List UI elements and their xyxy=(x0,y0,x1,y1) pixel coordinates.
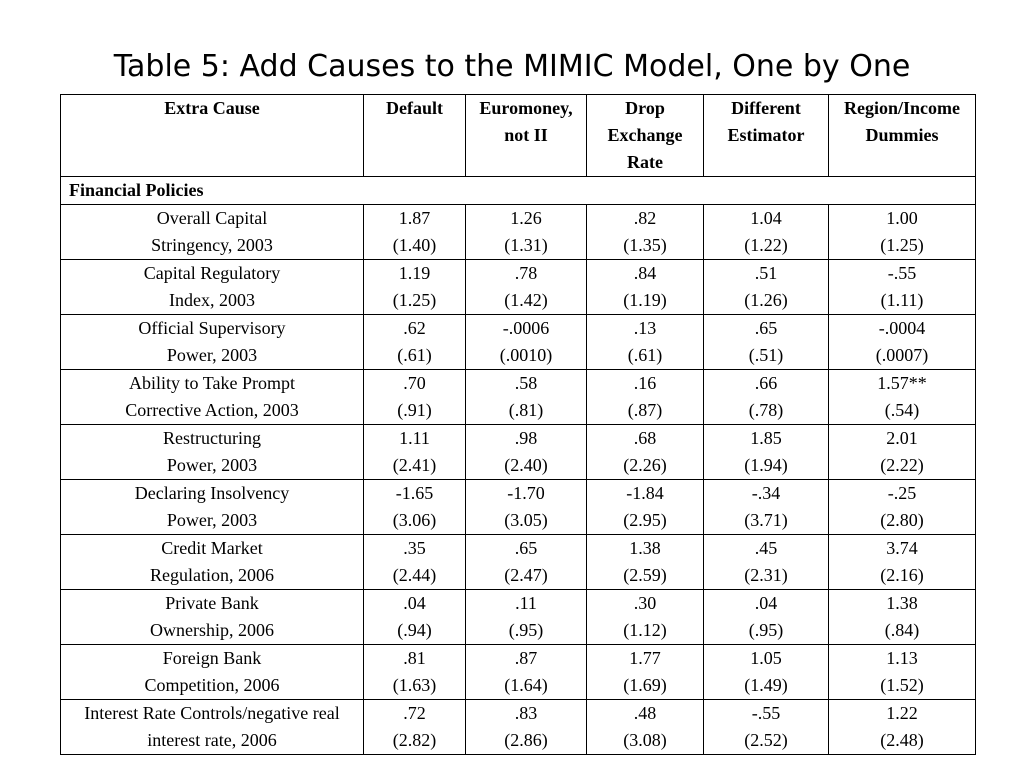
standard-error: (1.25) xyxy=(880,235,924,255)
coefficient: .45 xyxy=(754,538,778,558)
table-cell xyxy=(364,370,466,425)
coefficient: -1.84 xyxy=(626,483,664,503)
standard-error: (.0007) xyxy=(875,345,929,365)
header-drop-exchange-rate: Drop Exchange Rate xyxy=(587,95,704,177)
standard-error: (1.64) xyxy=(504,675,548,695)
table-cell xyxy=(466,590,587,645)
coefficient: -.55 xyxy=(887,263,917,283)
table-cell xyxy=(466,260,587,315)
table-cell xyxy=(364,315,466,370)
standard-error: (.51) xyxy=(748,345,784,365)
standard-error: (.94) xyxy=(397,620,432,640)
standard-error: (1.52) xyxy=(880,675,924,695)
table-cell xyxy=(364,645,466,700)
coefficient: -.34 xyxy=(751,483,781,503)
table-cell xyxy=(587,315,704,370)
table-row xyxy=(61,645,976,700)
coefficient: .16 xyxy=(633,373,657,393)
row-label xyxy=(61,645,364,700)
coefficient: .48 xyxy=(633,703,657,723)
coefficient: .66 xyxy=(754,373,778,393)
standard-error: (2.59) xyxy=(623,565,667,585)
table-cell xyxy=(704,260,829,315)
row-label-line: Ability to Take Prompt xyxy=(129,373,295,393)
coefficient: 1.13 xyxy=(886,648,918,668)
table-cell xyxy=(829,425,976,480)
standard-error: (2.26) xyxy=(623,455,667,475)
row-label-line: Power, 2003 xyxy=(166,345,258,365)
standard-error: (1.42) xyxy=(504,290,548,310)
row-label xyxy=(61,590,364,645)
standard-error: (2.48) xyxy=(880,730,924,750)
row-label xyxy=(61,535,364,590)
coefficient: .62 xyxy=(403,318,426,338)
row-label-line: Ownership, 2006 xyxy=(150,620,274,640)
table-cell xyxy=(829,480,976,535)
standard-error: (2.82) xyxy=(392,730,437,750)
standard-error: (1.26) xyxy=(744,290,788,310)
table-cell xyxy=(466,700,587,755)
table-row xyxy=(61,370,976,425)
coefficient: .68 xyxy=(633,428,657,448)
table-cell xyxy=(587,480,704,535)
row-label-line: Interest Rate Controls/negative real xyxy=(84,703,340,723)
row-label-line: Index, 2003 xyxy=(169,290,255,310)
standard-error: (.78) xyxy=(748,400,784,420)
table-cell xyxy=(364,260,466,315)
row-label-line: Overall Capital xyxy=(156,208,268,228)
standard-error: (2.16) xyxy=(880,565,924,585)
header-euromoney: Euromoney, not II xyxy=(466,95,587,177)
coefficient: 1.57** xyxy=(877,373,927,393)
coefficient: 1.11 xyxy=(399,428,430,448)
coefficient: .58 xyxy=(514,373,538,393)
table-cell xyxy=(466,205,587,260)
table-cell xyxy=(587,370,704,425)
coefficient: .81 xyxy=(403,648,426,668)
standard-error: (1.11) xyxy=(880,290,924,310)
standard-error: (1.49) xyxy=(744,675,788,695)
coefficient: .83 xyxy=(514,703,538,723)
table-cell xyxy=(829,590,976,645)
row-label xyxy=(61,425,364,480)
table-cell xyxy=(704,480,829,535)
coefficient: .87 xyxy=(514,648,538,668)
coefficient: -.25 xyxy=(887,483,917,503)
coefficient: .13 xyxy=(633,318,657,338)
header-default: Default xyxy=(364,95,466,177)
coefficient: .30 xyxy=(633,593,657,613)
row-label-line: Power, 2003 xyxy=(166,455,258,475)
coefficient: .11 xyxy=(515,593,537,613)
table-cell xyxy=(466,425,587,480)
row-label-line: Foreign Bank xyxy=(162,648,262,668)
table-cell xyxy=(466,535,587,590)
coefficient: 1.04 xyxy=(750,208,782,228)
standard-error: (.87) xyxy=(627,400,663,420)
table-cell xyxy=(587,645,704,700)
table-cell xyxy=(829,645,976,700)
header-row xyxy=(61,95,976,177)
table-cell xyxy=(587,425,704,480)
coefficient: 1.85 xyxy=(750,428,782,448)
standard-error: (2.52) xyxy=(744,730,788,750)
row-label-line: Credit Market xyxy=(161,538,263,558)
coefficient: .35 xyxy=(403,538,426,558)
coefficient: -.55 xyxy=(751,703,781,723)
table-row xyxy=(61,590,976,645)
row-label xyxy=(61,370,364,425)
standard-error: (.84) xyxy=(884,620,920,640)
slide-title: Table 5: Add Causes to the MIMIC Model, One by One xyxy=(113,49,911,84)
standard-error: (.95) xyxy=(748,620,784,640)
standard-error: (1.40) xyxy=(392,235,437,255)
coefficient: 1.05 xyxy=(750,648,782,668)
table-cell xyxy=(587,590,704,645)
coefficient: .65 xyxy=(754,318,778,338)
coefficient: .70 xyxy=(403,373,426,393)
coefficient: .78 xyxy=(514,263,538,283)
coefficient: 2.01 xyxy=(886,428,918,448)
table-row xyxy=(61,535,976,590)
coefficient: .04 xyxy=(754,593,778,613)
row-label-line: interest rate, 2006 xyxy=(147,730,277,750)
standard-error: (2.47) xyxy=(504,565,548,585)
row-label-line: Power, 2003 xyxy=(166,510,258,530)
row-label-line: Regulation, 2006 xyxy=(150,565,274,585)
standard-error: (2.41) xyxy=(392,455,437,475)
table-cell xyxy=(704,315,829,370)
header-extra-cause: Extra Cause xyxy=(61,95,364,177)
standard-error: (2.44) xyxy=(392,565,437,585)
table-cell xyxy=(364,425,466,480)
standard-error: (2.95) xyxy=(623,510,667,530)
coefficient: 1.19 xyxy=(398,263,431,283)
standard-error: (3.06) xyxy=(392,510,437,530)
coefficient: .98 xyxy=(514,428,538,448)
table-cell xyxy=(587,205,704,260)
table-cell xyxy=(364,205,466,260)
standard-error: (2.31) xyxy=(744,565,788,585)
table-cell xyxy=(466,645,587,700)
coefficient: 1.26 xyxy=(510,208,542,228)
table-cell xyxy=(829,700,976,755)
coefficient: 1.22 xyxy=(886,703,918,723)
standard-error: (1.19) xyxy=(623,290,667,310)
standard-error: (3.08) xyxy=(623,730,667,750)
row-label-line: Restructuring xyxy=(163,428,261,448)
row-label-line: Corrective Action, 2003 xyxy=(125,400,299,420)
table-cell xyxy=(704,425,829,480)
table-cell xyxy=(364,700,466,755)
row-label-line: Stringency, 2003 xyxy=(151,235,273,255)
table-cell xyxy=(364,535,466,590)
row-label xyxy=(61,260,364,315)
table-row xyxy=(61,315,976,370)
table-cell xyxy=(364,590,466,645)
coefficient: 1.38 xyxy=(886,593,918,613)
coefficient: .51 xyxy=(754,263,778,283)
standard-error: (.81) xyxy=(508,400,544,420)
table-cell xyxy=(704,370,829,425)
coefficient: -.0006 xyxy=(502,318,550,338)
table-cell xyxy=(587,535,704,590)
coefficient: 1.77 xyxy=(629,648,661,668)
table-cell xyxy=(829,370,976,425)
coefficient: 1.00 xyxy=(886,208,918,228)
standard-error: (1.22) xyxy=(744,235,788,255)
section-label: Financial Policies xyxy=(61,177,976,205)
standard-error: (1.63) xyxy=(392,675,437,695)
standard-error: (2.22) xyxy=(880,455,924,475)
results-table xyxy=(60,94,976,755)
standard-error: (1.35) xyxy=(623,235,667,255)
table-cell xyxy=(704,700,829,755)
coefficient: 3.74 xyxy=(886,538,918,558)
standard-error: (.54) xyxy=(884,400,920,420)
standard-error: (.95) xyxy=(508,620,544,640)
table-cell xyxy=(829,535,976,590)
row-label-line: Capital Regulatory xyxy=(143,263,281,283)
coefficient: 1.87 xyxy=(398,208,431,228)
table-cell xyxy=(829,315,976,370)
coefficient: .84 xyxy=(633,263,657,283)
coefficient: -.0004 xyxy=(878,318,926,338)
standard-error: (1.69) xyxy=(623,675,667,695)
header-different-estimator: Different Estimator xyxy=(704,95,829,177)
table-cell xyxy=(587,700,704,755)
row-label xyxy=(61,700,364,755)
standard-error: (.61) xyxy=(627,345,663,365)
coefficient: .04 xyxy=(403,593,426,613)
row-label-line: Private Bank xyxy=(165,593,259,613)
table-cell xyxy=(587,260,704,315)
standard-error: (.0010) xyxy=(499,345,553,365)
table-cell xyxy=(704,535,829,590)
standard-error: (2.40) xyxy=(504,455,548,475)
standard-error: (1.94) xyxy=(744,455,788,475)
coefficient: -1.65 xyxy=(395,483,434,503)
coefficient: .65 xyxy=(514,538,538,558)
table-cell xyxy=(466,315,587,370)
table-cell xyxy=(704,590,829,645)
row-label xyxy=(61,480,364,535)
row-label-line: Competition, 2006 xyxy=(144,675,280,695)
standard-error: (2.80) xyxy=(880,510,924,530)
table-row xyxy=(61,700,976,755)
table-cell xyxy=(364,480,466,535)
table-cell xyxy=(704,645,829,700)
coefficient: .82 xyxy=(633,208,657,228)
standard-error: (2.86) xyxy=(504,730,548,750)
coefficient: 1.38 xyxy=(629,538,661,558)
standard-error: (3.05) xyxy=(504,510,548,530)
standard-error: (.91) xyxy=(397,400,432,420)
table-row xyxy=(61,260,976,315)
table-row xyxy=(61,205,976,260)
table-row xyxy=(61,480,976,535)
table-row xyxy=(61,425,976,480)
section-row xyxy=(61,177,976,205)
row-label xyxy=(61,315,364,370)
row-label-line: Declaring Insolvency xyxy=(134,483,290,503)
coefficient: -1.70 xyxy=(507,483,545,503)
row-label-line: Official Supervisory xyxy=(138,318,286,338)
standard-error: (.61) xyxy=(397,345,432,365)
standard-error: (1.12) xyxy=(623,620,667,640)
table-cell xyxy=(466,370,587,425)
table-cell xyxy=(466,480,587,535)
header-region-income-dummies: Region/Income Dummies xyxy=(829,95,976,177)
row-label xyxy=(61,205,364,260)
coefficient: .72 xyxy=(403,703,426,723)
table-cell xyxy=(829,260,976,315)
standard-error: (1.25) xyxy=(392,290,437,310)
table-cell xyxy=(704,205,829,260)
standard-error: (1.31) xyxy=(504,235,548,255)
standard-error: (3.71) xyxy=(744,510,788,530)
table-cell xyxy=(829,205,976,260)
